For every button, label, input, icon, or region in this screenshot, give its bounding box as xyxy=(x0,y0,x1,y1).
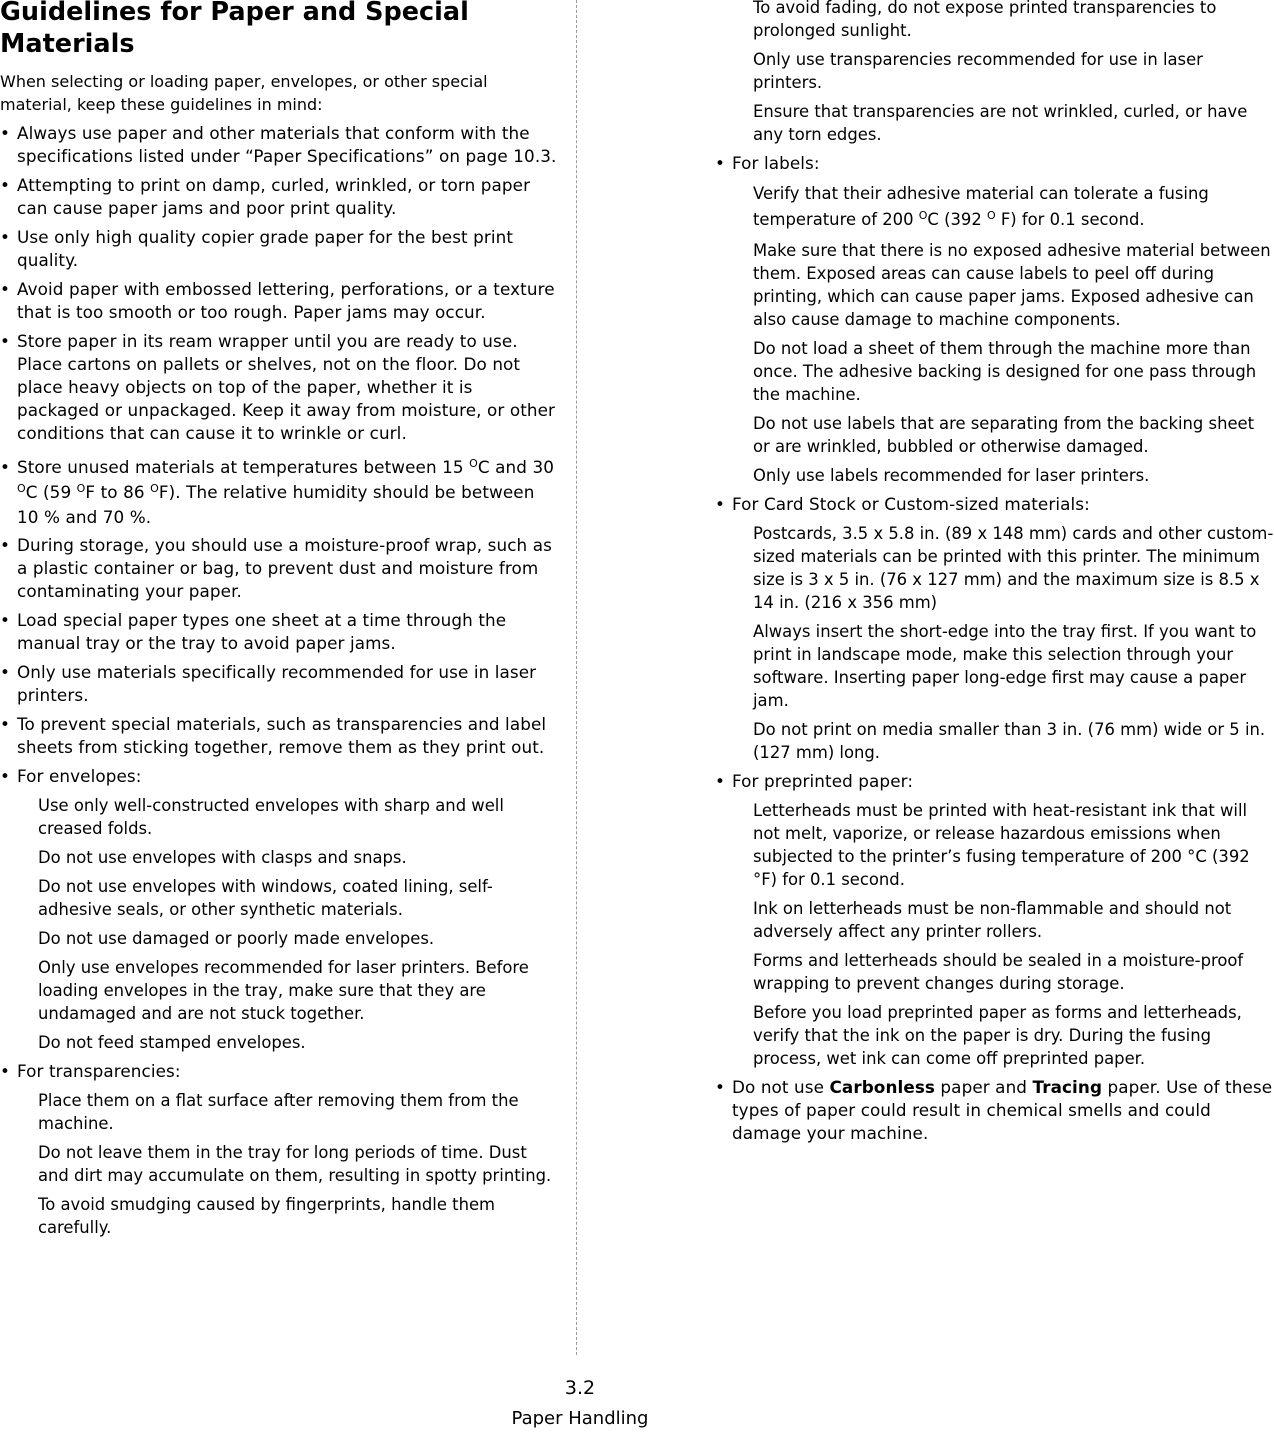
label-guideline: Do not load a sheet of them through the machine more than once. The adhesive backing is designed for one pass through the machine. xyxy=(753,339,1257,404)
text-run: Do not use xyxy=(732,1077,830,1097)
label-guideline xyxy=(753,181,1274,233)
right-column xyxy=(715,0,1274,1151)
text-run: paper. Use of these types of paper could result in chemical smells and could damage your machine. xyxy=(732,1077,1273,1143)
text-run: paper and xyxy=(935,1077,1033,1097)
list-item: • To prevent special materials, such as transparencies and label sheets from sticking together, remove them as they print out. xyxy=(0,713,560,759)
envelope-guideline: Do not use damaged or poorly made envelopes. xyxy=(38,929,435,948)
list-item: • During storage, you should use a moisture-proof wrap, such as a plastic container or bag, to prevent dust and moisture from contaminating your paper. xyxy=(0,534,560,603)
preprinted-guideline: Letterheads must be printed with heat-resistant ink that will not melt, vaporize, or release hazardous emissions when subjected to the printer’s fusing temperature of 200 °C (392 °F) for 0.1 second. xyxy=(753,801,1250,889)
text-run: C (59 xyxy=(25,482,77,502)
degree-superscript: O xyxy=(76,482,86,495)
envelopes-heading: • For envelopes: xyxy=(0,765,560,788)
bold-term: Tracing xyxy=(1032,1077,1103,1097)
left-column xyxy=(0,122,560,1245)
text-run: F). The relative humidity should be between 10 % and 70 %. xyxy=(17,482,535,527)
envelope-guideline: Only use envelopes recommended for laser printers. Before loading envelopes in the tray, make sure that they are undamaged and are not stuck together. xyxy=(38,958,529,1023)
transparencies-heading: • For transparencies: xyxy=(0,1060,560,1083)
preprinted-guideline: Before you load preprinted paper as forms and letterheads, verify that the ink on the paper is dry. During the fusing process, wet ink can come off preprinted paper. xyxy=(753,1003,1242,1068)
section-name: Paper Handling xyxy=(511,1408,649,1429)
preprinted-heading: • For preprinted paper: xyxy=(715,770,1274,793)
envelope-guideline: Do not use envelopes with clasps and snaps. xyxy=(38,848,407,867)
label-guideline: Only use labels recommended for laser printers. xyxy=(753,466,1150,485)
labels-heading: • For labels: xyxy=(715,152,1274,175)
list-item: • Load special paper types one sheet at a time through the manual tray or the tray to avoid paper jams. xyxy=(0,609,560,655)
text-run: C (392 xyxy=(927,210,987,229)
bold-term: Carbonless xyxy=(829,1077,935,1097)
degree-superscript: O xyxy=(150,482,159,495)
card-stock-guideline: Do not print on media smaller than 3 in. (76 mm) wide or 5 in. (127 mm) long. xyxy=(753,720,1266,762)
page-number: 3.2 xyxy=(564,1377,596,1399)
degree-superscript: O xyxy=(17,482,26,495)
text-run: C and 30 xyxy=(477,457,555,477)
card-stock-guideline: Postcards, 3.5 x 5.8 in. (89 x 148 mm) cards and other custom-sized materials can be printed with this printer. The minimum size is 3 x 5 in. (76 x 127 mm) and the maximum size is 8.5 x 14 in. (216 x 356 mm) xyxy=(753,524,1274,612)
list-item-temperature xyxy=(0,455,560,530)
text-run: F to 86 xyxy=(85,482,151,502)
degree-superscript: O xyxy=(986,209,996,222)
transparency-guideline: Do not leave them in the tray for long periods of time. Dust and dirt may accumulate on them, resulting in spotty printing. xyxy=(38,1143,552,1185)
label-guideline: Make sure that there is no exposed adhesive material between them. Exposed areas can cause labels to peel off during printing, which can cause paper jams. Exposed adhesive can also cause damage to machine components. xyxy=(753,241,1271,329)
transparency-guideline: Place them on a flat surface after removing them from the machine. xyxy=(38,1091,519,1133)
text-run: F) for 0.1 second. xyxy=(995,210,1145,229)
list-item: • Avoid paper with embossed lettering, perforations, or a texture that is too smooth or too rough. Paper jams may occur. xyxy=(0,278,560,324)
list-item: • Always use paper and other materials that conform with the specifications listed under “Paper Specifications” on page 10.3. xyxy=(0,122,560,168)
label-guideline: Do not use labels that are separating from the backing sheet or are wrinkled, bubbled or otherwise damaged. xyxy=(753,414,1255,456)
list-item: • Attempting to print on damp, curled, wrinkled, or torn paper can cause paper jams and poor print quality. xyxy=(0,174,560,220)
preprinted-guideline: Ink on letterheads must be non-flammable and should not adversely affect any printer rollers. xyxy=(753,899,1232,941)
intro-paragraph: When selecting or loading paper, envelopes, or other special material, keep these guidelines in mind: xyxy=(0,72,488,114)
list-item: • Only use materials specifically recommended for use in laser printers. xyxy=(0,661,560,707)
envelope-guideline: Use only well-constructed envelopes with sharp and well creased folds. xyxy=(38,796,504,838)
transparency-guideline: Ensure that transparencies are not wrinkled, curled, or have any torn edges. xyxy=(753,102,1248,144)
transparency-guideline: Only use transparencies recommended for use in laser printers. xyxy=(753,50,1203,92)
card-stock-guideline: Always insert the short-edge into the tray first. If you want to print in landscape mode, make this selection through your software. Inserting paper long-edge first may cause a paper jam. xyxy=(753,622,1257,710)
transparency-guideline: To avoid fading, do not expose printed transparencies to prolonged sunlight. xyxy=(753,0,1217,40)
carbonless-warning xyxy=(715,1076,1274,1145)
envelope-guideline: Do not use envelopes with windows, coated lining, self-adhesive seals, or other synthetic materials. xyxy=(38,877,493,919)
envelope-guideline: Do not feed stamped envelopes. xyxy=(38,1033,306,1052)
preprinted-guideline: Forms and letterheads should be sealed in a moisture-proof wrapping to prevent changes during storage. xyxy=(753,951,1244,993)
list-item: • Use only high quality copier grade paper for the best print quality. xyxy=(0,226,560,272)
degree-superscript: O xyxy=(918,209,928,222)
card-stock-heading: • For Card Stock or Custom-sized materials: xyxy=(715,493,1274,516)
column-divider xyxy=(576,0,577,1355)
transparency-guideline: To avoid smudging caused by fingerprints, handle them carefully. xyxy=(38,1195,496,1237)
degree-superscript: O xyxy=(469,457,478,470)
text-run: Store unused materials at temperatures between 15 xyxy=(17,457,470,477)
page-title: Guidelines for Paper and Special Materials xyxy=(0,0,469,59)
text-run: Verify that their adhesive material can tolerate a fusing temperature of 200 xyxy=(753,184,1209,229)
list-item: • Store paper in its ream wrapper until you are ready to use. Place cartons on pallets or shelves, not on the floor. Do not place heavy objects on top of the paper, whether it is packaged or unpackaged. Keep it away from moisture, or other conditions that can cause it to wrinkle or curl. xyxy=(0,330,560,445)
